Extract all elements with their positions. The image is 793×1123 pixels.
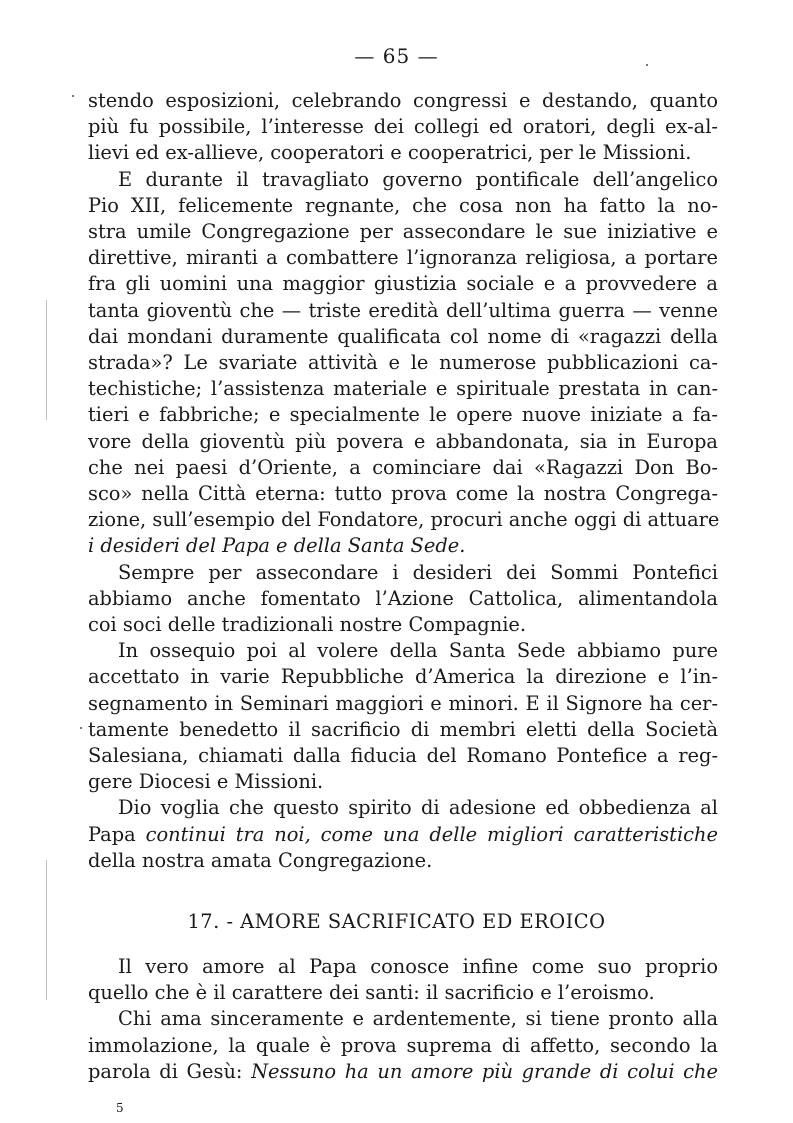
text-line [88, 350, 718, 376]
italic-text: i desideri del Papa e della Santa Sede. [88, 534, 466, 558]
text-line [88, 271, 718, 297]
text-segment: Chi ama sinceramente e ardentemente, si tiene pronto alla [118, 1007, 718, 1031]
text-line [88, 822, 718, 848]
text-line [88, 402, 718, 428]
text-line [88, 717, 718, 743]
italic-text: continui tra noi, come una delle migliori caratteristiche [145, 822, 718, 846]
text-line [88, 848, 718, 874]
text-line [88, 743, 718, 769]
text-segment: che nei paesi d’Oriente, a cominciare dai «Ragazzi Don Bo- [88, 455, 718, 479]
text-line [88, 88, 718, 114]
text-segment: Sempre per assecondare i desideri dei Sommi Pontefici [118, 560, 718, 584]
text-segment: dai mondani duramente qualificata col nome di «ragazzi della [88, 324, 718, 348]
text-segment: In ossequio poi al volere della Santa Sede abbiamo pure [118, 639, 718, 663]
text-line [88, 455, 718, 481]
page-number: — 65 — [354, 44, 439, 68]
text-line [88, 586, 718, 612]
text-line [88, 1059, 718, 1085]
text-line [88, 429, 718, 455]
text-segment: più fu possibile, l’interesse dei collegi ed oratori, degli ex-al- [88, 115, 718, 139]
text-segment: tanta gioventù che — triste eredità dell’ultima guerra — venne [88, 298, 718, 322]
text-segment: direttive, miranti a combattere l’ignoranza religiosa, a portare [88, 246, 718, 270]
text-segment: stra umile Congregazione per assecondare le sue iniziative e [88, 220, 718, 244]
text-segment: vore della gioventù più povera e abbandonata, sia in Europa [88, 429, 718, 453]
scan-speck [72, 95, 74, 97]
text-segment: tamente benedetto il sacrificio di membri eletti della Società [88, 717, 718, 741]
text-line [88, 980, 718, 1006]
section-heading: 17. - AMORE SACRIFICATO ED EROICO [187, 910, 606, 933]
text-segment: techistiche; l’assistenza materiale e spirituale prestata in can- [88, 377, 718, 401]
text-line [88, 1033, 718, 1059]
text-segment: abbiamo anche fomentato l’Azione Cattolica, alimentandola [88, 586, 718, 610]
printer-signature-mark: 5 [116, 1101, 124, 1115]
text-segment: accettato in varie Repubbliche d’America la direzione e l’in- [88, 665, 718, 689]
text-line [88, 481, 718, 507]
text-line [88, 245, 718, 271]
text-segment: strada»? Le svariate attività e le numerose pubblicazioni ca- [88, 351, 718, 375]
text-segment: lievi ed ex-allieve, cooperatori e cooperatrici, per le Missioni. [88, 141, 692, 165]
text-segment: Pio XII, felicemente regnante, che cosa non ha fatto la no- [88, 193, 718, 217]
margin-shadow [46, 860, 47, 1000]
text-line [88, 638, 718, 664]
text-line [88, 167, 718, 193]
text-segment: Il vero amore al Papa conosce infine come suo proprio [118, 955, 718, 978]
scan-speck [646, 64, 648, 66]
text-segment: tieri e fabbriche; e specialmente le opere nuove iniziate a fa- [88, 403, 718, 427]
text-line [88, 193, 718, 219]
body-text-block-continued [88, 954, 718, 1085]
text-segment: segnamento in Seminari maggiori e minori. E il Signore ha cer- [88, 691, 718, 715]
text-line [88, 219, 718, 245]
text-segment: zione, sull’esempio del Fondatore, procuri anche oggi di attuare [88, 508, 720, 532]
scan-speck [80, 727, 82, 729]
italic-text: Nessuno ha un amore più grande di colui che [251, 1059, 718, 1083]
text-segment: Dio voglia che questo spirito di adesione ed obbedienza al [118, 796, 718, 820]
text-segment: gere Diocesi e Missioni. [88, 770, 324, 794]
text-segment: della nostra amata Congregazione. [88, 848, 433, 872]
text-line [88, 664, 718, 690]
text-segment: Papa [88, 822, 146, 846]
text-segment: fra gli uomini una maggior giustizia sociale e a provvedere a [88, 272, 718, 296]
margin-shadow [46, 300, 47, 420]
text-line [88, 612, 718, 638]
text-line [88, 376, 718, 402]
text-line [88, 114, 718, 140]
text-line [88, 324, 718, 350]
text-line [88, 691, 718, 717]
text-line [88, 560, 718, 586]
text-line [88, 769, 718, 795]
text-segment: sco» nella Città eterna: tutto prova come la nostra Congrega- [88, 482, 718, 506]
text-line [88, 140, 718, 166]
text-line [88, 298, 718, 324]
text-segment: stendo esposizioni, celebrando congressi e destando, quanto [88, 89, 718, 112]
text-line [88, 954, 718, 980]
text-line [88, 533, 718, 559]
text-line [88, 507, 718, 533]
text-segment: Salesiana, chiamati dalla fiducia del Romano Pontefice a reg- [88, 744, 718, 768]
text-line [88, 795, 718, 821]
text-line [88, 1006, 718, 1032]
text-segment: immolazione, la quale è prova suprema di affetto, secondo la [88, 1033, 718, 1057]
text-segment: coi soci delle tradizionali nostre Compagnie. [88, 613, 527, 637]
text-segment: E durante il travagliato governo pontificale dell’angelico [118, 167, 718, 191]
text-segment: parola di Gesù: [88, 1059, 252, 1083]
text-segment: quello che è il carattere dei santi: il sacrificio e l’eroismo. [88, 981, 655, 1005]
body-text-block [88, 88, 718, 874]
